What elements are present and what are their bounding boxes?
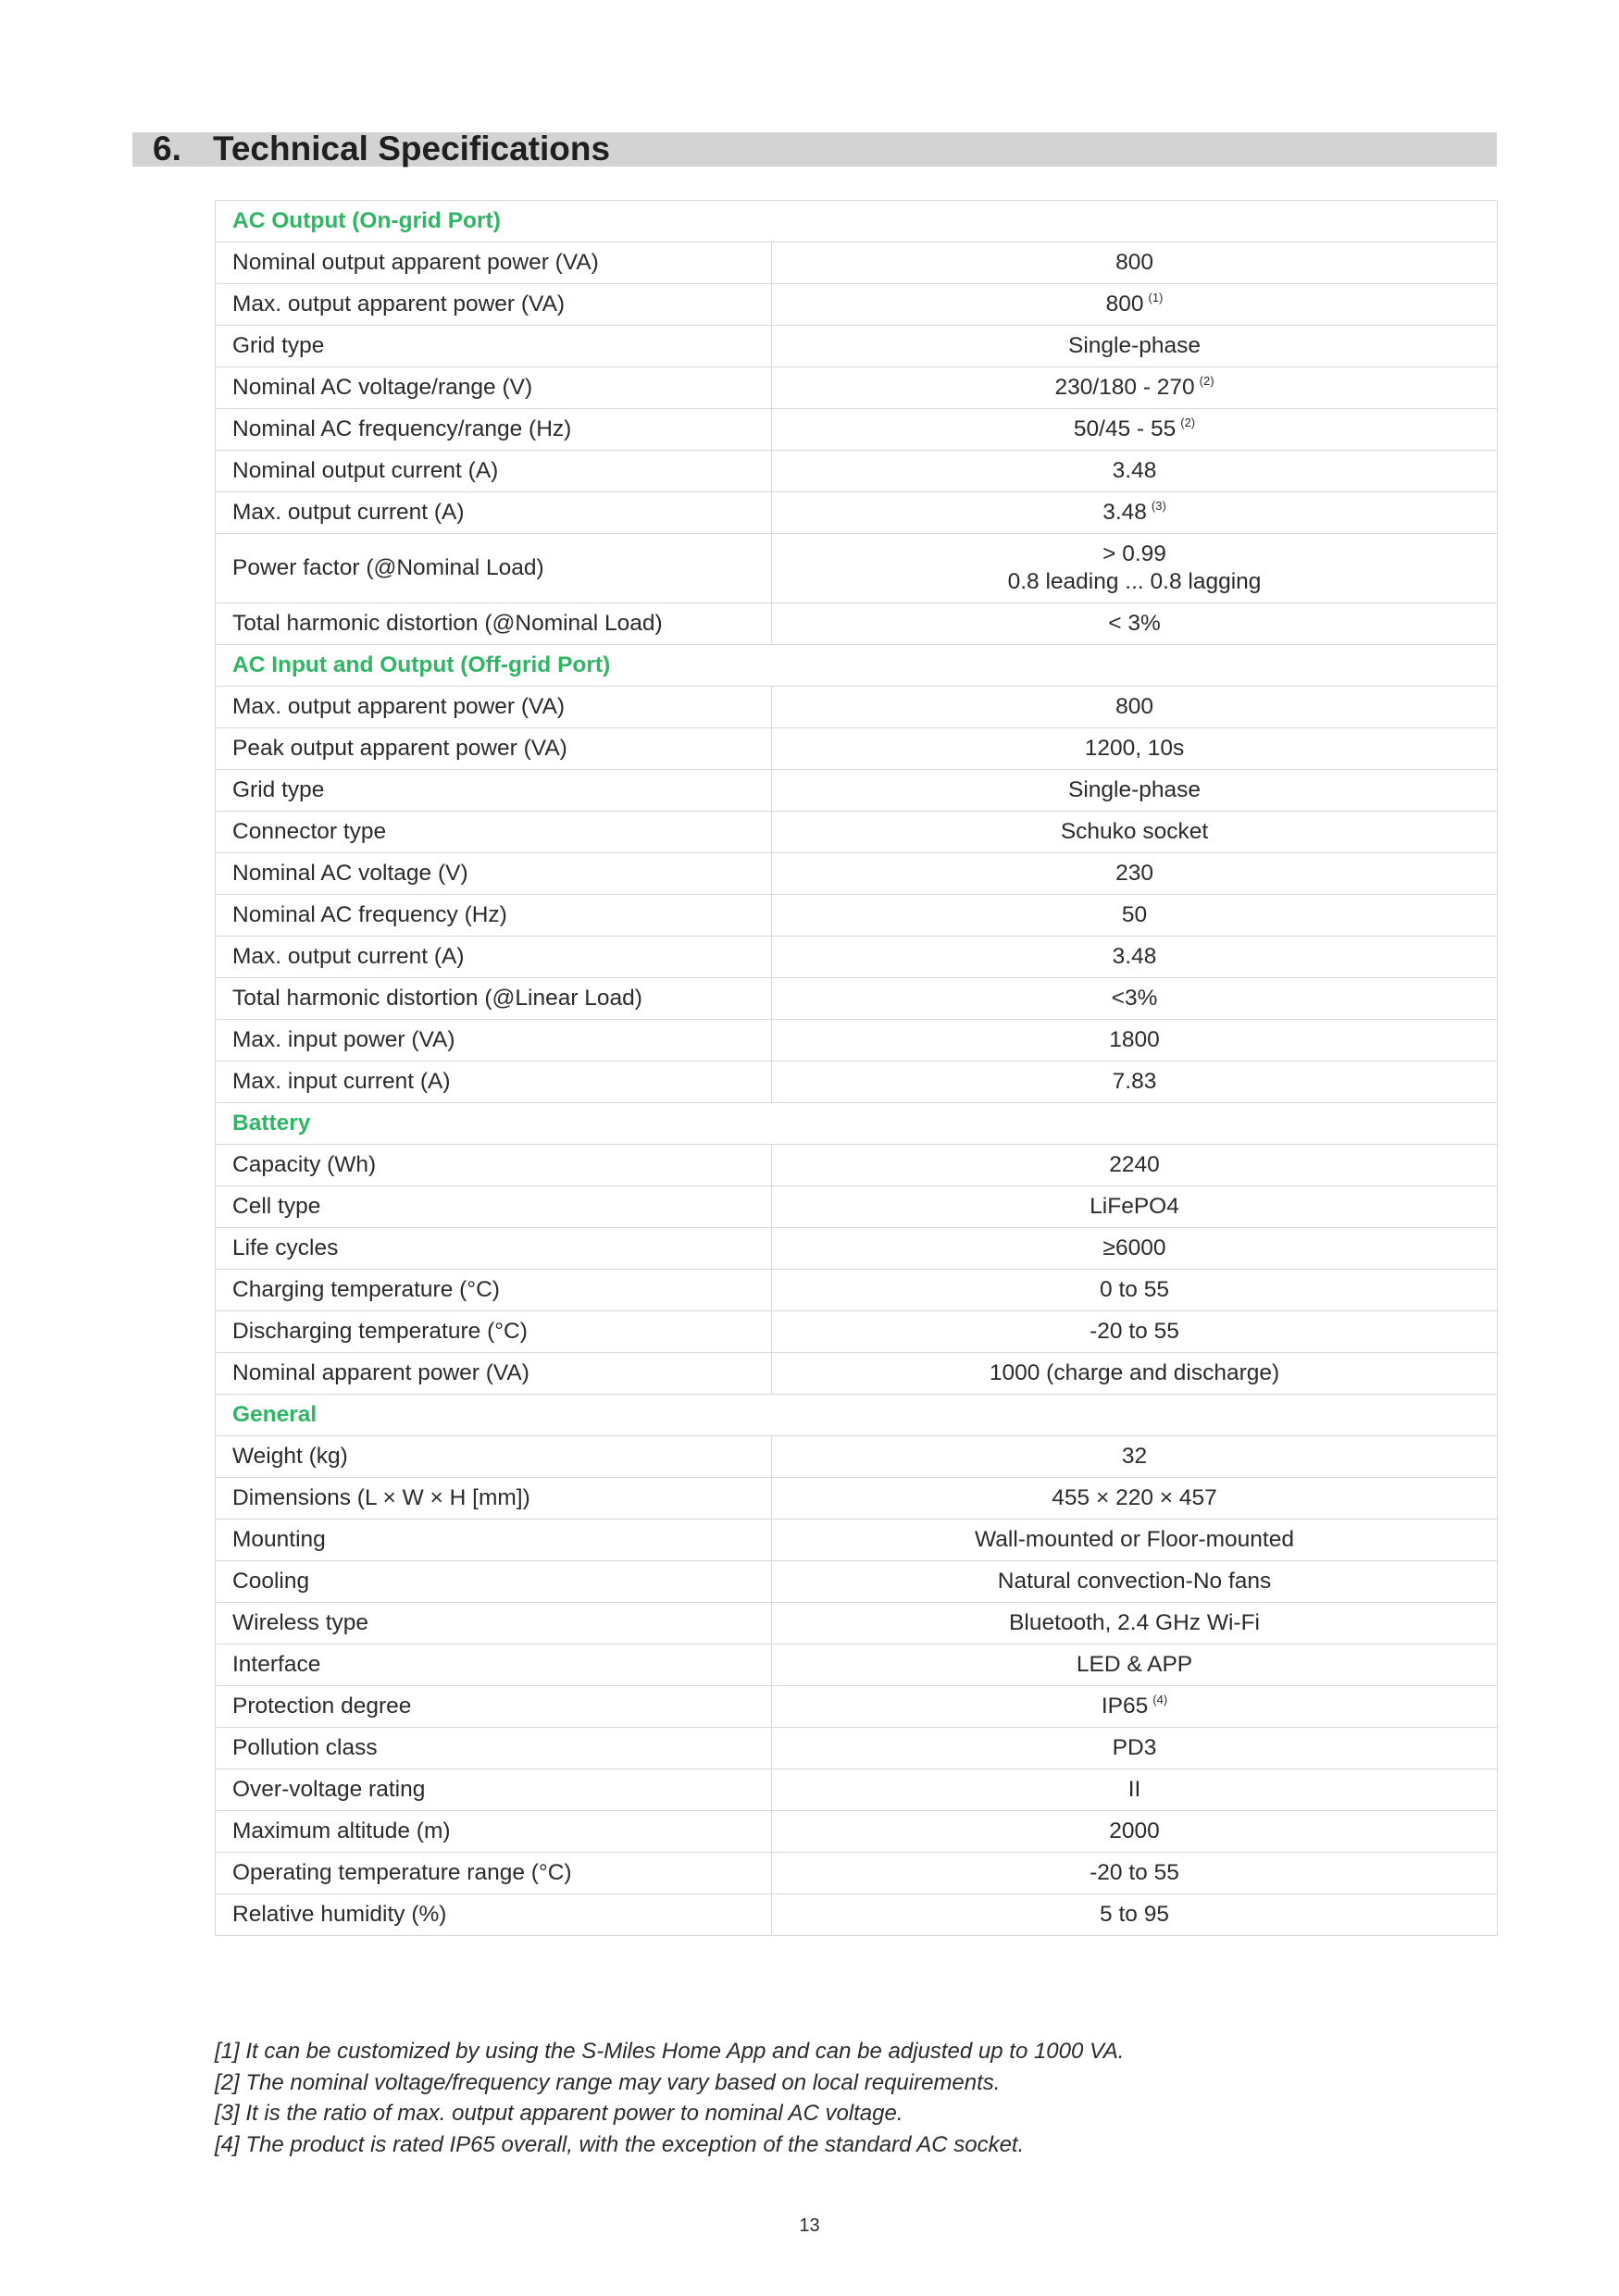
spec-label: Mounting: [216, 1520, 772, 1561]
spec-row: [216, 687, 1498, 728]
spec-row: [216, 367, 1498, 409]
footnote-marker: (2): [1199, 374, 1214, 388]
spec-value: 0 to 55: [1100, 1277, 1169, 1302]
page-number: 13: [799, 2215, 820, 2236]
spec-label: Grid type: [216, 326, 772, 367]
spec-value: 2240: [1109, 1152, 1160, 1177]
spec-value-cell: [772, 1769, 1498, 1811]
spec-label: Relative humidity (%): [216, 1894, 772, 1936]
spec-label: Protection degree: [216, 1686, 772, 1728]
spec-row: [216, 1853, 1498, 1894]
spec-value: 2000: [1109, 1818, 1160, 1843]
spec-value-cell: [772, 367, 1498, 409]
spec-value-cell: [772, 812, 1498, 853]
spec-value-cell: [772, 728, 1498, 770]
spec-label: Charging temperature (°C): [216, 1270, 772, 1311]
spec-value: <3%: [1111, 986, 1158, 1011]
spec-row: [216, 603, 1498, 645]
spec-label: Operating temperature range (°C): [216, 1853, 772, 1894]
spec-value-cell: [772, 1020, 1498, 1061]
spec-value: 50/45 - 55: [1073, 416, 1177, 441]
spec-label: Dimensions (L × W × H [mm]): [216, 1478, 772, 1520]
spec-value-cell: [772, 1061, 1498, 1103]
spec-label: Max. output apparent power (VA): [216, 687, 772, 728]
spec-value: 1200, 10s: [1084, 736, 1185, 761]
spec-value-cell: [772, 409, 1498, 451]
spec-value-cell: [772, 895, 1498, 937]
spec-label: Capacity (Wh): [216, 1145, 772, 1186]
group-heading: AC Input and Output (Off-grid Port): [216, 645, 1498, 687]
spec-row: [216, 812, 1498, 853]
spec-value: 1000 (charge and discharge): [989, 1360, 1280, 1385]
spec-value: PD3: [1112, 1735, 1157, 1760]
spec-value-cell: [772, 1186, 1498, 1228]
spec-label: Life cycles: [216, 1228, 772, 1270]
spec-table-body: [216, 201, 1498, 1936]
footnote-4: [4] The product is rated IP65 overall, with the exception of the standard AC socket.: [215, 2131, 1025, 2157]
spec-value: Wall-mounted or Floor-mounted: [975, 1527, 1294, 1552]
group-heading-row: [216, 201, 1498, 242]
spec-row: [216, 242, 1498, 284]
spec-value-cell: [772, 770, 1498, 812]
spec-row: [216, 1020, 1498, 1061]
spec-value: 230: [1115, 861, 1153, 886]
group-heading-row: [216, 1395, 1498, 1436]
spec-value-cell: [772, 1270, 1498, 1311]
spec-label: Nominal AC voltage (V): [216, 853, 772, 895]
spec-value: 3.48: [1102, 500, 1147, 525]
spec-row: [216, 1686, 1498, 1728]
spec-row: [216, 1186, 1498, 1228]
spec-value-cell: [772, 1603, 1498, 1644]
spec-row: [216, 1769, 1498, 1811]
spec-label: Nominal apparent power (VA): [216, 1353, 772, 1395]
spec-row: [216, 1228, 1498, 1270]
spec-value-cell: [772, 1520, 1498, 1561]
spec-value: < 3%: [1108, 611, 1161, 636]
group-heading: AC Output (On-grid Port): [216, 201, 1498, 242]
spec-row: [216, 1353, 1498, 1395]
spec-row: [216, 534, 1498, 603]
group-heading: General: [216, 1395, 1498, 1436]
spec-value-cell: [772, 1644, 1498, 1686]
spec-label: Grid type: [216, 770, 772, 812]
spec-value: -20 to 55: [1090, 1860, 1179, 1885]
spec-value-cell: [772, 1478, 1498, 1520]
spec-value: Single-phase: [1067, 777, 1202, 802]
spec-label: Power factor (@Nominal Load): [216, 534, 772, 603]
spec-value-cell: [772, 451, 1498, 492]
spec-label: Max. input power (VA): [216, 1020, 772, 1061]
spec-row: [216, 728, 1498, 770]
spec-value: 5 to 95: [1100, 1902, 1169, 1927]
spec-value-cell: [772, 937, 1498, 978]
spec-row: [216, 1061, 1498, 1103]
spec-label: Nominal output apparent power (VA): [216, 242, 772, 284]
spec-value-cell: [772, 853, 1498, 895]
spec-value-cell: [772, 1811, 1498, 1853]
footnote-marker: (4): [1152, 1693, 1168, 1706]
spec-value-cell: [772, 603, 1498, 645]
spec-label: Max. output apparent power (VA): [216, 284, 772, 326]
spec-value-cell: [772, 1561, 1498, 1603]
spec-value-cell: [772, 326, 1498, 367]
spec-value: Schuko socket: [1060, 819, 1209, 844]
spec-row: [216, 1520, 1498, 1561]
page-title: [153, 127, 610, 171]
spec-row: [216, 1478, 1498, 1520]
spec-label: Discharging temperature (°C): [216, 1311, 772, 1353]
spec-value: 50: [1121, 902, 1148, 927]
spec-table: [215, 200, 1498, 1936]
spec-row: [216, 1811, 1498, 1853]
group-heading: Battery: [216, 1103, 1498, 1145]
spec-value: 7.83: [1112, 1069, 1157, 1094]
spec-row: [216, 492, 1498, 534]
spec-label: Nominal output current (A): [216, 451, 772, 492]
spec-label: Nominal AC frequency/range (Hz): [216, 409, 772, 451]
spec-row: [216, 1311, 1498, 1353]
spec-label: Cooling: [216, 1561, 772, 1603]
spec-value: 3.48: [1112, 944, 1157, 969]
footnotes: [215, 2036, 1124, 2160]
spec-row: [216, 1270, 1498, 1311]
section-title-text: Technical Specifications: [213, 130, 611, 168]
spec-value-cell: [772, 534, 1498, 603]
spec-row: [216, 326, 1498, 367]
spec-row: [216, 1561, 1498, 1603]
spec-value: 1800: [1109, 1027, 1160, 1052]
spec-value: LED & APP: [1076, 1652, 1193, 1677]
spec-row: [216, 1603, 1498, 1644]
spec-value: Natural convection-No fans: [997, 1569, 1272, 1594]
spec-label: Max. input current (A): [216, 1061, 772, 1103]
spec-value-cell: [772, 978, 1498, 1020]
spec-row: [216, 1644, 1498, 1686]
spec-label: Interface: [216, 1644, 772, 1686]
spec-label: Max. output current (A): [216, 937, 772, 978]
spec-row: [216, 895, 1498, 937]
spec-value-cell: [772, 1686, 1498, 1728]
spec-value-cell: [772, 1853, 1498, 1894]
footnote-marker: (2): [1180, 416, 1196, 429]
spec-label: Weight (kg): [216, 1436, 772, 1478]
spec-value-cell: [772, 1353, 1498, 1395]
footnote-marker: (3): [1151, 499, 1166, 513]
spec-value-cell: [772, 284, 1498, 326]
spec-value-cell: [772, 1311, 1498, 1353]
spec-value: 230/180 - 270: [1054, 375, 1195, 400]
footnote-1: [1] It can be customized by using the S-Miles Home App and can be adjusted up to 1000 VA.: [215, 2039, 1125, 2064]
spec-label: Wireless type: [216, 1603, 772, 1644]
spec-value: 32: [1121, 1444, 1148, 1469]
spec-value-cell: [772, 687, 1498, 728]
spec-value: ≥6000: [1102, 1235, 1166, 1260]
spec-label: Nominal AC frequency (Hz): [216, 895, 772, 937]
spec-value: 800: [1115, 694, 1153, 719]
spec-value: Single-phase: [1067, 333, 1202, 358]
spec-row: [216, 853, 1498, 895]
spec-value: LiFePO4: [1090, 1194, 1179, 1219]
spec-value-cell: [772, 1728, 1498, 1769]
spec-label: Maximum altitude (m): [216, 1811, 772, 1853]
spec-value-cell: [772, 1436, 1498, 1478]
spec-value: Bluetooth, 2.4 GHz Wi-Fi: [1009, 1610, 1260, 1635]
spec-value-secondary: 0.8 leading ... 0.8 lagging: [1007, 569, 1262, 594]
spec-label: Total harmonic distortion (@Nominal Load): [216, 603, 772, 645]
spec-row: [216, 284, 1498, 326]
spec-row: [216, 1145, 1498, 1186]
spec-value: 800: [1115, 250, 1153, 275]
spec-value: > 0.99: [1102, 541, 1166, 566]
spec-value: IP65: [1101, 1694, 1149, 1719]
spec-label: Max. output current (A): [216, 492, 772, 534]
group-heading-row: [216, 1103, 1498, 1145]
footnote-3: [3] It is the ratio of max. output apparent power to nominal AC voltage.: [215, 2101, 903, 2126]
spec-value: II: [1127, 1777, 1141, 1802]
spec-value-cell: [772, 492, 1498, 534]
spec-label: Total harmonic distortion (@Linear Load): [216, 978, 772, 1020]
spec-value-cell: [772, 1894, 1498, 1936]
spec-value-cell: [772, 1228, 1498, 1270]
footnote-2: [2] The nominal voltage/frequency range may vary based on local requirements.: [215, 2069, 1001, 2095]
section-number: 6.: [153, 130, 181, 168]
spec-row: [216, 937, 1498, 978]
footnote-marker: (1): [1148, 291, 1164, 304]
spec-row: [216, 1728, 1498, 1769]
spec-value: 3.48: [1112, 458, 1157, 483]
spec-value-cell: [772, 242, 1498, 284]
spec-value: 455 × 220 × 457: [1052, 1485, 1217, 1510]
spec-row: [216, 1894, 1498, 1936]
spec-row: [216, 451, 1498, 492]
spec-value: 800: [1105, 292, 1144, 316]
spec-value: -20 to 55: [1090, 1319, 1179, 1344]
spec-row: [216, 409, 1498, 451]
spec-label: Pollution class: [216, 1728, 772, 1769]
spec-label: Peak output apparent power (VA): [216, 728, 772, 770]
spec-label: Connector type: [216, 812, 772, 853]
spec-label: Over-voltage rating: [216, 1769, 772, 1811]
group-heading-row: [216, 645, 1498, 687]
spec-row: [216, 770, 1498, 812]
spec-label: Nominal AC voltage/range (V): [216, 367, 772, 409]
spec-row: [216, 978, 1498, 1020]
spec-row: [216, 1436, 1498, 1478]
spec-value-cell: [772, 1145, 1498, 1186]
spec-label: Cell type: [216, 1186, 772, 1228]
